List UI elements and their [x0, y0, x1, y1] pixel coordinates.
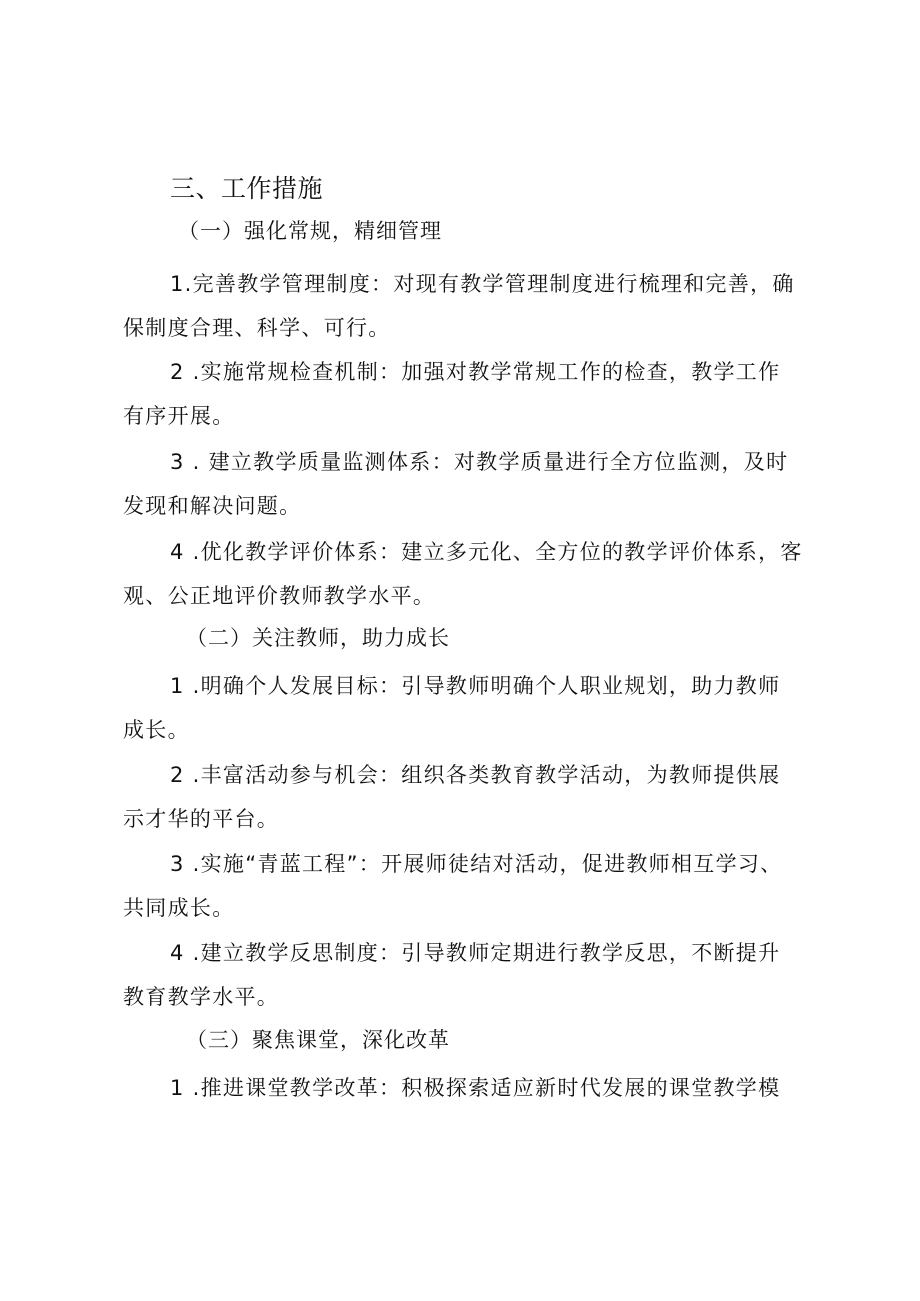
paragraph-line: 发现和解决问题。: [123, 494, 302, 518]
paragraph-line: 成长。: [123, 718, 190, 742]
list-item: [123, 1066, 818, 1110]
paragraph-line: 观、公正地评价教师教学水平。: [123, 584, 436, 608]
paragraph-line: 4 .建立教学反思制度：引导教师定期进行教学反思，不断提升: [170, 941, 781, 965]
list-item: [123, 842, 818, 930]
list-item: [123, 931, 818, 1019]
paragraph-line: 共同成长。: [123, 896, 235, 920]
list-item: [123, 350, 818, 438]
subsection-title-2: （二）关注教师，助力成长: [186, 626, 450, 650]
paragraph-line: 保制度合理、科学、可行。: [123, 316, 391, 340]
list-item: [123, 530, 818, 618]
list-item: [123, 753, 818, 841]
paragraph-line: 1.完善教学管理制度：对现有教学管理制度进行梳理和完善，确: [170, 272, 795, 296]
paragraph-line: 2 .丰富活动参与机会：组织各类教育教学活动，为教师提供展: [170, 763, 781, 787]
list-item: [123, 262, 818, 350]
paragraph-line: 有序开展。: [123, 404, 235, 428]
section-title: 三、工作措施: [170, 174, 324, 203]
paragraph-line: 4 .优化教学评价体系：建立多元化、全方位的教学评价体系，客: [170, 540, 803, 564]
paragraph-line: 2 .实施常规检查机制：加强对教学常规工作的检查，教学工作: [170, 360, 781, 384]
paragraph-line: 1 .推进课堂教学改革：积极探索适应新时代发展的课堂教学模: [170, 1076, 781, 1100]
list-item: [123, 440, 818, 528]
paragraph-line: 示才华的平台。: [123, 807, 280, 831]
paragraph-line: 3 .实施“青蓝工程”：开展师徒结对活动，促进教师相互学习、: [170, 852, 783, 876]
subsection-title-3: （三）聚焦课堂，深化改革: [186, 1028, 450, 1052]
subsection-title-1: （一）强化常规，精细管理: [178, 219, 442, 243]
paragraph-line: 3 . 建立教学质量监测体系：对教学质量进行全方位监测，及时: [170, 450, 789, 474]
paragraph-line: 1 .明确个人发展目标：引导教师明确个人职业规划，助力教师: [170, 674, 781, 698]
list-item: [123, 664, 818, 752]
paragraph-line: 教育教学水平。: [123, 985, 280, 1009]
